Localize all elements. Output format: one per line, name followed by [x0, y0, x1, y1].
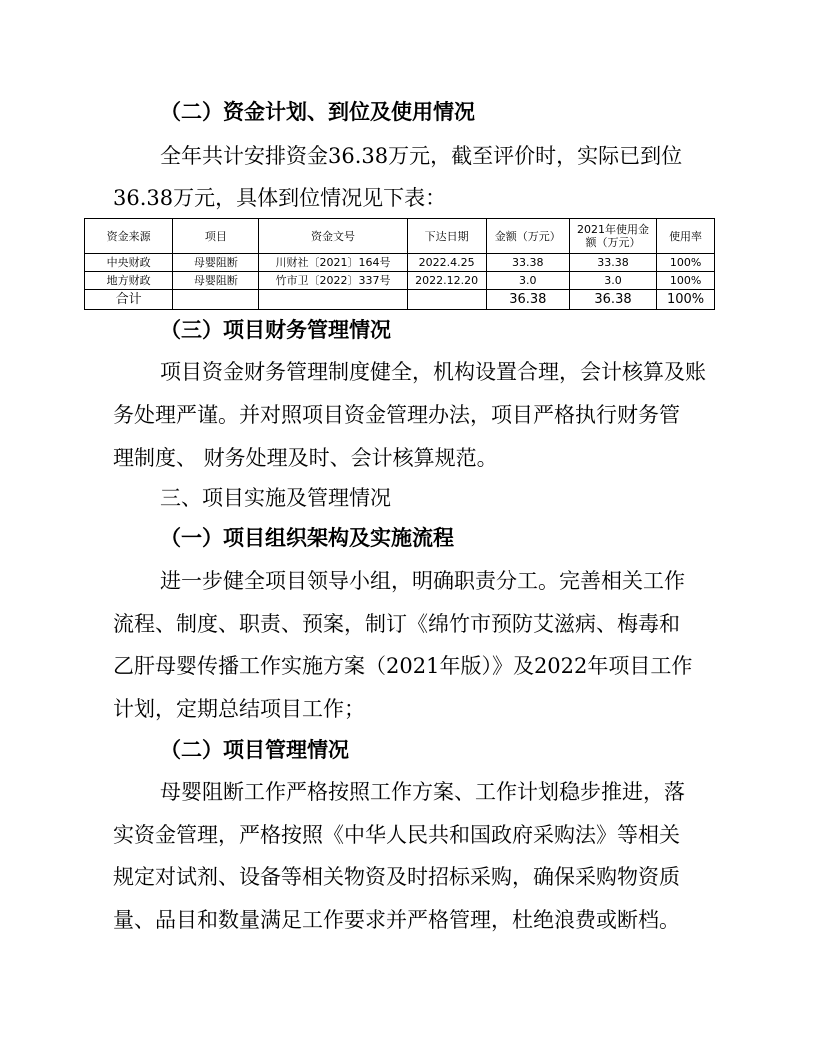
- table-header-row: [85, 219, 715, 254]
- table-cell: 竹市卫〔2022〕337号: [259, 272, 407, 290]
- table-cell: 2022.4.25: [407, 254, 486, 272]
- table-cell: 3.0: [486, 272, 569, 290]
- table-total-row: [85, 290, 715, 310]
- table-cell: 川财社〔2021〕164号: [259, 254, 407, 272]
- table-cell: 36.38: [486, 290, 569, 310]
- paragraph-line: 计划，定期总结项目工作；: [113, 697, 365, 721]
- table-cell: 2022.12.20: [407, 272, 486, 290]
- table-header-cell: 金额（万元）: [486, 219, 569, 254]
- table-row: [85, 254, 715, 272]
- table-header-cell: 2021年使用金额（万元）: [569, 219, 656, 254]
- paragraph-line: 流程、制度、职责、预案，制订《绵竹市预防艾滋病、梅毒和: [113, 612, 680, 636]
- table-cell: 3.0: [569, 272, 656, 290]
- paragraph-line: 实资金管理，严格按照《中华人民共和国政府采购法》等相关: [113, 823, 680, 847]
- table-header-cell: 资金来源: [85, 219, 173, 254]
- table-row: [85, 272, 715, 290]
- table-header-cell: 使用率: [657, 219, 715, 254]
- table-cell: 100%: [657, 272, 715, 290]
- paragraph-line: 量、品目和数量满足工作要求并严格管理，杜绝浪费或断档。: [113, 908, 680, 932]
- section-heading-financial-management: （三）项目财务管理情况: [160, 318, 391, 342]
- table-cell: 33.38: [569, 254, 656, 272]
- table-cell: [173, 290, 259, 310]
- paragraph-line: 务处理严谨。并对照项目资金管理办法，项目严格执行财务管: [113, 403, 680, 427]
- table-cell: 母婴阻断: [173, 272, 259, 290]
- table-header-cell: 下达日期: [407, 219, 486, 254]
- table-cell: 合计: [85, 290, 173, 310]
- section-heading-project-management: （二）项目管理情况: [160, 738, 349, 762]
- table-cell: 33.38: [486, 254, 569, 272]
- section-heading-implementation: 三、项目实施及管理情况: [160, 486, 391, 510]
- section-heading-funding-plan: （二）资金计划、到位及使用情况: [160, 100, 475, 124]
- table-cell: 地方财政: [85, 272, 173, 290]
- paragraph-line: 36.38万元，具体到位情况见下表：: [113, 186, 447, 210]
- paragraph-line: 项目资金财务管理制度健全，机构设置合理，会计核算及账: [160, 360, 706, 384]
- table-cell: [407, 290, 486, 310]
- paragraph-line: 母婴阻断工作严格按照工作方案、工作计划稳步推进，落: [160, 780, 685, 804]
- paragraph-line: 乙肝母婴传播工作实施方案（2021年版）》及2022年项目工作: [113, 654, 693, 678]
- table-cell: 36.38: [569, 290, 656, 310]
- table-cell: [259, 290, 407, 310]
- paragraph-line: 进一步健全项目领导小组，明确职责分工。完善相关工作: [160, 569, 685, 593]
- table-cell: 中央财政: [85, 254, 173, 272]
- section-heading-organization: （一）项目组织架构及实施流程: [160, 526, 454, 550]
- paragraph-line: 规定对试剂、设备等相关物资及时招标采购，确保采购物资质: [113, 865, 680, 889]
- table-cell: 100%: [657, 254, 715, 272]
- table-cell: 母婴阻断: [173, 254, 259, 272]
- table-cell: 100%: [657, 290, 715, 310]
- table-header-cell: 资金文号: [259, 219, 407, 254]
- paragraph-line: 理制度、 财务处理及时、会计核算规范。: [113, 446, 498, 470]
- paragraph-line: 全年共计安排资金36.38万元，截至评价时，实际已到位: [160, 144, 683, 168]
- table-header-cell: 项目: [173, 219, 259, 254]
- funding-table: [84, 218, 715, 310]
